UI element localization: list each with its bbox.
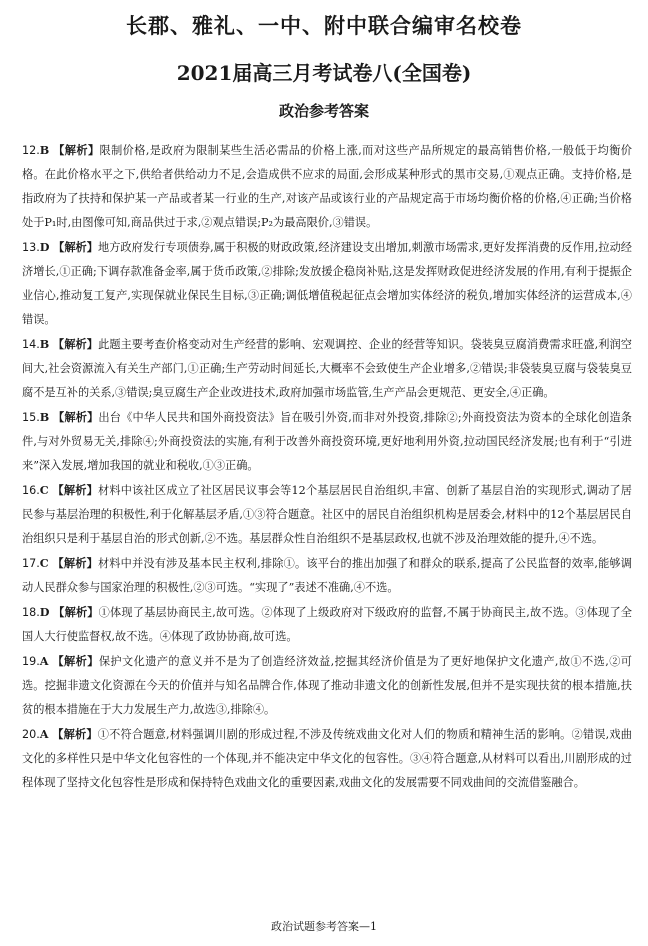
answer-letter: D — [39, 240, 50, 254]
answer-item-20 — [22, 722, 632, 795]
question-number: 14. — [22, 338, 40, 351]
analysis-text: 材料中并没有涉及基本民主权利,排除①。该平台的推出加强了和群众的联系,提高了公民监督的效率,能够调动人民群众参与国家治理的积极性,②③可选。“实现了”表述不准确,④不选。 — [22, 557, 632, 594]
analysis-text: 出台《中华人民共和国外商投资法》旨在吸引外资,而非对外投资,排除②;外商投资法为资本的全球化创造条件,与对外贸易无关,排除④;外商投资法的实施,有利于改善外商投资环境,更好地利用外资,拉动国民经济发展;也有利于“引进来”深入发展,增加我国的就业和税收,①③正确。 — [22, 411, 632, 472]
answer-letter: B — [39, 143, 50, 157]
question-number: 19. — [22, 655, 40, 668]
analysis-text: ①体现了基层协商民主,故可选。②体现了上级政府对下级政府的监督,不属于协商民主,故不选。③体现了全国人大行使监督权,故不选。④体现了政协协商,故可选。 — [22, 606, 632, 643]
question-number: 13. — [22, 241, 40, 254]
question-number: 15. — [22, 411, 40, 424]
answer-letter: C — [39, 556, 49, 570]
answer-letter: C — [39, 483, 49, 497]
analysis-text: 此题主要考查价格变动对生产经营的影响、宏观调控、企业的经营等知识。袋装臭豆腐消费需求旺盛,利润空间大,社会资源流入有关生产部门,①正确;生产劳动时间延长,大概率不会致使生产企业增多,②错误;非袋装臭豆腐与袋装臭豆腐不是互补的关系,③错误;臭豆腐生产企业改进技术,政府加强市场监管,生产产品会更规范、更安全,④正确。 — [22, 338, 632, 399]
answer-item-19 — [22, 649, 632, 722]
question-number: 20. — [22, 728, 40, 741]
answer-letter: B — [39, 337, 50, 351]
analysis-tag: 【解析】 — [52, 483, 99, 497]
answer-item-17 — [22, 551, 632, 600]
answer-item-15 — [22, 405, 632, 478]
question-number: 16. — [22, 484, 40, 497]
analysis-tag: 【解析】 — [53, 143, 100, 157]
analysis-text: 材料中该社区成立了社区居民议事会等12个基层居民自治组织,丰富、创新了基层自治的实现形式,调动了居民参与基层治理的积极性,利于化解基层矛盾,①③符合题意。社区中的居民自治组织机构是居委会,材料中的12个基层居民自治组织只是利于基层自治的形式创新,②不选。基层群众性自治组织不是基层政权,也就不涉及治理效能的提升,④不选。 — [22, 484, 632, 545]
answer-letter: A — [39, 727, 49, 741]
analysis-tag: 【解析】 — [53, 410, 99, 424]
answer-list — [22, 138, 632, 795]
analysis-tag: 【解析】 — [52, 337, 99, 351]
analysis-text: 地方政府发行专项债券,属于积极的财政政策,经济建设支出增加,刺激市场需求,更好发挥消费的反作用,拉动经济增长,①正确;下调存款准备金率,属于货币政策,②排除;发放援企稳岗补贴,这是发挥财政促进经济发展的作用,有利于提振企业信心,推动复工复产,实现保就业保民生目标,③正确;调低增值税起征点会增加实体经济的税负,增加实体经济的运营成本,④错误。 — [22, 241, 632, 326]
analysis-tag: 【解析】 — [53, 240, 98, 254]
analysis-tag: 【解析】 — [52, 654, 99, 668]
page-footer: 政治试题参考答案—1 — [271, 920, 377, 933]
analysis-text: 保护文化遗产的意义并不是为了创造经济效益,挖掘其经济价值是为了更好地保护文化遗产,故①不选,②可选。挖掘非遗文化资源在今天的价值并与知名品牌合作,体现了推动非遗文化的创新性发展,但并不是实现扶贫的根本措施,扶贫的根本措施在于大力发展生产力,故选③,排除④。 — [22, 655, 632, 716]
answer-item-12 — [22, 138, 632, 235]
exam-title: 2021届高三月考试卷八(全国卷) — [176, 61, 472, 85]
answer-letter: D — [39, 605, 50, 619]
question-number: 17. — [22, 557, 40, 570]
page-subtitle: 政治参考答案 — [278, 102, 369, 120]
analysis-tag: 【解析】 — [52, 727, 98, 741]
school-banner: 长郡、雅礼、一中、附中联合编审名校卷 — [126, 13, 522, 38]
answer-letter: B — [39, 410, 50, 424]
question-number: 12. — [22, 144, 40, 157]
answer-item-18 — [22, 600, 632, 649]
analysis-text: 限制价格,是政府为限制某些生活必需品的价格上涨,而对这些产品所规定的最高销售价格,一般低于均衡价格。在此价格水平之下,供给者供给动力不足,会造成供不应求的局面,会形成某种形式的黑市交易,①观点正确。支持价格,是指政府为了扶持和保护某一产品或者某一行业的生产,对该产品或该行业的产品规定高于市场均衡价格的价格,④正确;当价格处于P₁时,由图像可知,商品供过于求,②观点错误;P₂为最高限价,③错误。 — [22, 144, 632, 229]
analysis-text: ①不符合题意,材料强调川剧的形成过程,不涉及传统戏曲文化对人们的物质和精神生活的影响。②错误,戏曲文化的多样性只是中华文化包容性的一个体现,并不能决定中华文化的包容性。③④符合题意,从材料可以看出,川剧形成的过程体现了坚持文化包容性是形成和保持特色戏曲文化的重要因素,戏曲文化的发展需要不同戏曲间的交流借鉴融合。 — [22, 728, 632, 789]
analysis-tag: 【解析】 — [52, 556, 98, 570]
analysis-tag: 【解析】 — [53, 605, 99, 619]
answer-item-13 — [22, 235, 632, 332]
question-number: 18. — [22, 606, 40, 619]
answer-letter: A — [39, 654, 49, 668]
answer-item-16 — [22, 478, 632, 551]
answer-item-14 — [22, 332, 632, 405]
